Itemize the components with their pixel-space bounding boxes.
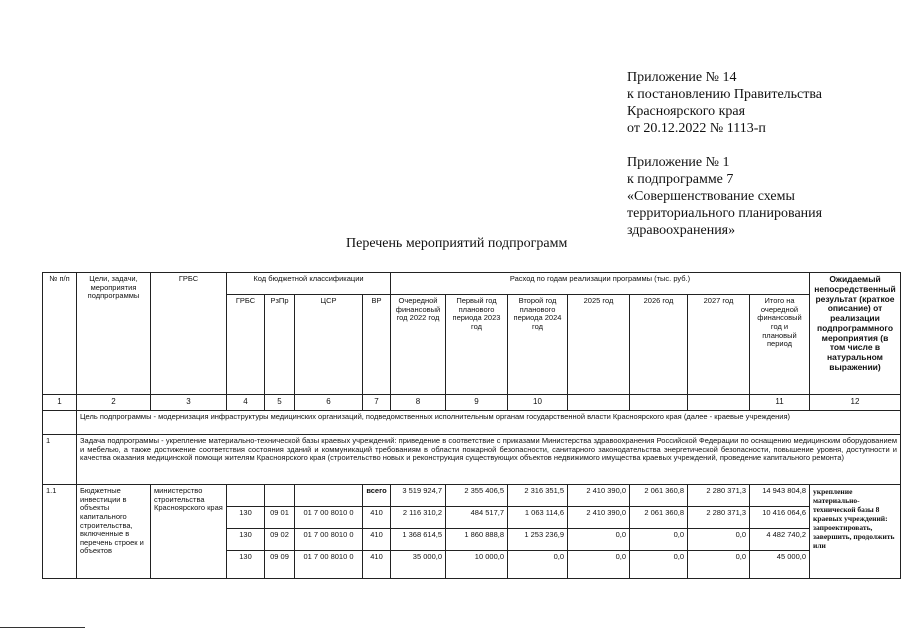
row-value-2022: 2 116 310,2 xyxy=(391,507,446,529)
row-value-2025: 0,0 xyxy=(568,529,630,551)
measure-name: Бюджетные инвестиции в объекты капитального строительства, включенные в перечень строек и объектов xyxy=(77,485,151,579)
row-csr: 01 7 00 8010 0 xyxy=(295,507,363,529)
appendix-1-block xyxy=(627,154,822,239)
header-goals: Цели, задачи, мероприятия подпрограммы xyxy=(77,273,151,395)
row-rzpr: 09 02 xyxy=(265,529,295,551)
measure-grbs-name: министерство строительства Красноярского края xyxy=(151,485,227,579)
measures-table xyxy=(42,272,901,579)
column-number: 8 xyxy=(391,395,446,411)
goal-num-cell xyxy=(43,411,77,435)
row-value-2023: 10 000,0 xyxy=(446,551,508,579)
row-value-2022: 1 368 614,5 xyxy=(391,529,446,551)
header-year-2025: 2025 год xyxy=(568,295,630,395)
row-value-2023: 484 517,7 xyxy=(446,507,508,529)
row-value-2026: 2 061 360,8 xyxy=(630,485,688,507)
column-number: 2 xyxy=(77,395,151,411)
row-value-2024: 1 063 114,6 xyxy=(508,507,568,529)
appendix-1-line: здравоохранения» xyxy=(627,223,736,238)
row-csr: 01 7 00 8010 0 xyxy=(295,529,363,551)
row-rzpr: 09 01 xyxy=(265,507,295,529)
column-number: 3 xyxy=(151,395,227,411)
header-csr: ЦСР xyxy=(295,295,363,395)
appendix-1-line: Приложение № 1 xyxy=(627,155,730,170)
appendix-1-line: к подпрограмме 7 xyxy=(627,172,734,187)
column-number: 4 xyxy=(227,395,265,411)
column-number xyxy=(568,395,630,411)
column-number: 7 xyxy=(363,395,391,411)
appendix-14-line: Красноярского края xyxy=(627,104,746,119)
header-year-2023: Первый год планового периода 2023 год xyxy=(446,295,508,395)
row-total: 45 000,0 xyxy=(750,551,810,579)
row-grbs: 130 xyxy=(227,529,265,551)
row-value-2026: 2 061 360,8 xyxy=(630,507,688,529)
column-number: 10 xyxy=(508,395,568,411)
row-vr: 410 xyxy=(363,507,391,529)
appendix-14-line: Приложение № 14 xyxy=(627,70,737,85)
header-vr: ВР xyxy=(363,295,391,395)
row-value-2027: 2 280 371,3 xyxy=(688,485,750,507)
column-number: 5 xyxy=(265,395,295,411)
header-year-2022: Очередной финансовый год 2022 год xyxy=(391,295,446,395)
row-vr: всего xyxy=(363,485,391,507)
appendix-1-line: территориального планирования xyxy=(627,206,823,221)
header-total: Итого на очередной финансовый год и плановый период xyxy=(750,295,810,395)
appendix-1-line: «Совершенствование схемы xyxy=(627,189,795,204)
column-number: 12 xyxy=(810,395,901,411)
measure-num: 1.1 xyxy=(43,485,77,579)
row-rzpr xyxy=(265,485,295,507)
row-value-2025: 2 410 390,0 xyxy=(568,485,630,507)
row-value-2027: 0,0 xyxy=(688,551,750,579)
header-year-2026: 2026 год xyxy=(630,295,688,395)
row-vr: 410 xyxy=(363,529,391,551)
appendix-14-line: от 20.12.2022 № 1113-п xyxy=(627,121,766,136)
row-csr xyxy=(295,485,363,507)
header-expenses: Расход по годам реализации программы (тыс. руб.) xyxy=(391,273,810,295)
appendix-14-block xyxy=(627,69,822,137)
row-vr: 410 xyxy=(363,551,391,579)
row-value-2024: 0,0 xyxy=(508,551,568,579)
column-number xyxy=(688,395,750,411)
document-title: Перечень мероприятий подпрограмм xyxy=(346,236,568,251)
row-value-2022: 35 000,0 xyxy=(391,551,446,579)
row-value-2023: 2 355 406,5 xyxy=(446,485,508,507)
appendix-14-line: к постановлению Правительства xyxy=(627,87,823,102)
row-value-2025: 2 410 390,0 xyxy=(568,507,630,529)
row-value-2024: 2 316 351,5 xyxy=(508,485,568,507)
row-value-2027: 0,0 xyxy=(688,529,750,551)
header-grbs: ГРБС xyxy=(151,273,227,395)
column-number: 6 xyxy=(295,395,363,411)
measure-outcome: укрепление материально-технической базы 8 краевых учреждений: запроектировать, завершить, продолжить или xyxy=(810,485,901,579)
row-value-2026: 0,0 xyxy=(630,529,688,551)
header-expected-result: Ожидаемый непосредственный результат (краткое описание) от реализации подпрограммного мероприятия (в том числе в натуральном выражении) xyxy=(810,273,901,395)
header-num: № п/п xyxy=(43,273,77,395)
goal-text: Цель подпрограммы - модернизация инфраструктуры медицинских организаций, подведомственных исполнительным органам государственной власти Красноярского края (далее - краевые учреждения) xyxy=(77,411,901,435)
header-budget-code: Код бюджетной классификации xyxy=(227,273,391,295)
task-text: Задача подпрограммы - укрепление материально-технической базы краевых учреждений: приведение в соответствие с приказами Министерства здравоохранения Российской Федерации по оснащению медицинским оборудованием и мебелью, а также достижение соответствия состояния зданий и коммуникаций требованиям в области пожарной безопасности, санитарного законодательства энергетической безопасности, повышение уровня, доступности и качества оказания медицинской помощи жителям Красноярского края (строительство новых и реконструкция существующих объектов недвижимого имущества краевых учреждений, проведение капитального ремонта) xyxy=(77,435,901,485)
header-year-2027: 2027 год xyxy=(688,295,750,395)
column-number: 11 xyxy=(750,395,810,411)
row-value-2026: 0,0 xyxy=(630,551,688,579)
row-value-2022: 3 519 924,7 xyxy=(391,485,446,507)
task-num: 1 xyxy=(43,435,77,485)
row-grbs: 130 xyxy=(227,507,265,529)
row-value-2025: 0,0 xyxy=(568,551,630,579)
row-value-2027: 2 280 371,3 xyxy=(688,507,750,529)
header-grbs-code: ГРБС xyxy=(227,295,265,395)
row-grbs: 130 xyxy=(227,551,265,579)
page-edge-line xyxy=(0,627,85,628)
row-grbs xyxy=(227,485,265,507)
header-rzpr: РзПр xyxy=(265,295,295,395)
column-number xyxy=(630,395,688,411)
row-csr: 01 7 00 8010 0 xyxy=(295,551,363,579)
column-number: 1 xyxy=(43,395,77,411)
header-year-2024: Второй год планового периода 2024 год xyxy=(508,295,568,395)
row-total: 10 416 064,6 xyxy=(750,507,810,529)
row-total: 4 482 740,2 xyxy=(750,529,810,551)
column-number: 9 xyxy=(446,395,508,411)
row-value-2024: 1 253 236,9 xyxy=(508,529,568,551)
row-rzpr: 09 09 xyxy=(265,551,295,579)
row-value-2023: 1 860 888,8 xyxy=(446,529,508,551)
row-total: 14 943 804,8 xyxy=(750,485,810,507)
